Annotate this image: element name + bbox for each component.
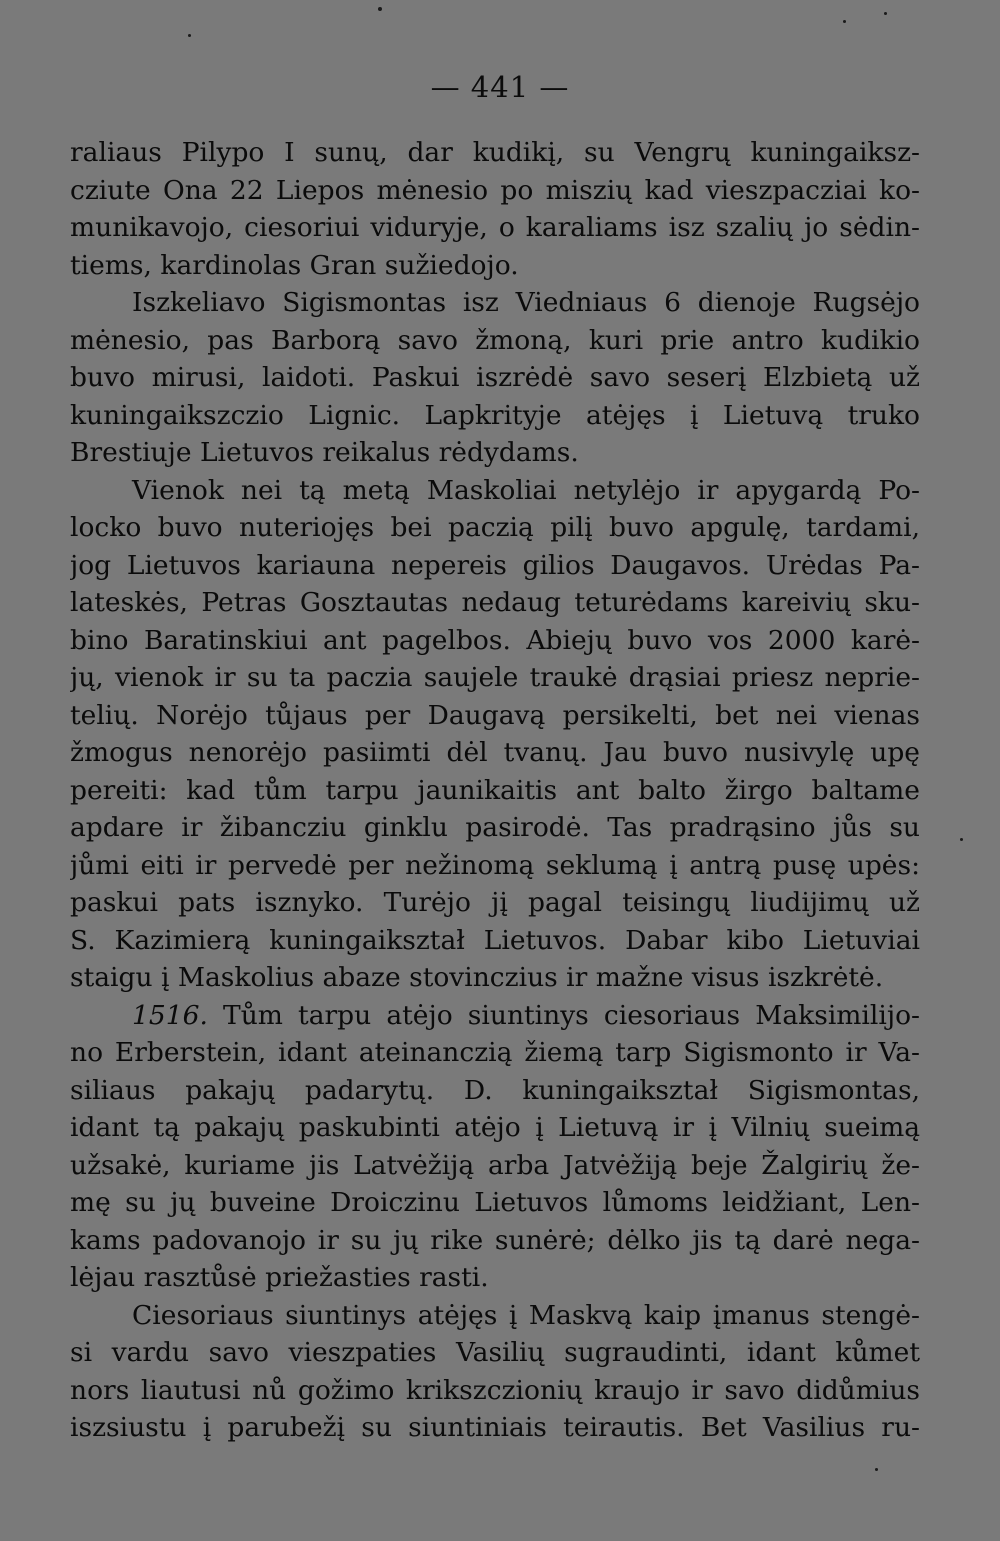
text-line: nors liautusi nů gožimo krikszczionių kraujo ir savo didůmius — [70, 1374, 920, 1406]
text-line: S. Kazimierą kuningaikształ Lietuvos. Dabar kibo Lietuviai — [70, 924, 920, 956]
text-line: paskui pats isznyko. Turėjo jį pagal teisingų liudijimų už — [70, 887, 920, 918]
print-speck — [960, 838, 963, 841]
text-line: bino Baratinskiui ant pagelbos. Abiejų buvo vos 2000 karė- — [70, 624, 920, 656]
text-line: jůmi eiti ir pervedė per nežinomą seklumą į antrą pusę upės: — [70, 849, 920, 881]
print-speck — [884, 12, 887, 15]
text-line: munikavojo, ciesoriui viduryje, o karaliams isz szalių jo sėdin- — [70, 212, 920, 243]
text-line: lateskės, Petras Gosztautas nedaug teturėdams kareivių sku- — [70, 587, 920, 618]
text-line: mę su jų buveine Droiczinu Lietuvos lůmoms leidžiant, Len- — [70, 1187, 920, 1218]
text-line: cziute Ona 22 Liepos mėnesio po miszių kad vieszpacziai ko- — [70, 174, 920, 206]
text-line: žmogus nenorėjo pasiimti dėl tvanų. Jau buvo nusivylę upę — [70, 737, 920, 768]
text-line: locko buvo nuteriojęs bei paczią pilį buvo apgulę, tardami, — [70, 512, 920, 543]
print-speck — [188, 34, 191, 37]
text-line: apdare ir žibancziu ginklu pasirodė. Tas pradrąsino jůs su — [70, 812, 920, 843]
text-line: staigu į Maskolius abaze stovinczius ir mažne visus iszkrėtė. — [70, 962, 884, 993]
print-speck — [843, 20, 846, 23]
text-line: si vardu savo vieszpaties Vasilių sugraudinti, idant kůmet — [70, 1337, 920, 1368]
text-line: Brestiuje Lietuvos reikalus rėdydams. — [70, 437, 579, 468]
text-line: Ciesoriaus siuntinys atėjęs į Maskvą kaip įmanus stengė- — [132, 1299, 920, 1331]
text-line: kuningaikszczio Lignic. Lapkrityje atėjęs į Lietuvą truko — [70, 399, 920, 431]
text-line: siliaus pakajų padarytų. D. kuningaikształ Sigismontas, — [70, 1074, 920, 1106]
text-line: Vienok nei tą metą Maskoliai netylėjo ir apygardą Po- — [132, 474, 920, 506]
text-line: raliaus Pilypo I sunų, dar kudikį, su Vengrų kuningaiksz- — [70, 137, 920, 168]
text-line: kams padovanojo ir su jų rike sunėrė; dėlko jis tą darė nega- — [70, 1224, 920, 1256]
text-line: užsakė, kuriame jis Latvėžiją arba Jatvėžiją beje Žalgirių že- — [70, 1149, 920, 1181]
text-line: lėjau rasztůsė priežasties rasti. — [70, 1262, 489, 1293]
print-speck — [875, 1468, 878, 1471]
text-line: no Erberstein, idant ateinanczią žiemą tarp Sigismonto ir Va- — [70, 1037, 920, 1068]
page-number: — 441 — — [430, 70, 570, 104]
body-text — [70, 134, 920, 1447]
text-line: tiems, kardinolas Gran sužiedojo. — [70, 249, 519, 281]
print-speck — [378, 7, 382, 11]
text-line: iszsiustu į parubežį su siuntiniais teirautis. Bet Vasilius ru- — [70, 1412, 920, 1443]
text-line: pereiti: kad tům tarpu jaunikaitis ant balto žirgo baltame — [70, 774, 920, 806]
text-line: 1516. Tům tarpu atėjo siuntinys ciesoriaus Maksimilijo- — [132, 999, 920, 1031]
text-line: jų, vienok ir su ta paczia saujele traukė drąsiai priesz neprie- — [70, 662, 920, 693]
text-line: idant tą pakajų paskubinti atėjo į Lietuvą ir į Vilnių sueimą — [70, 1112, 920, 1143]
text-line: telių. Norėjo tůjaus per Daugavą persikelti, bet nei vienas — [70, 699, 920, 731]
text-line: mėnesio, pas Barborą savo žmoną, kuri prie antro kudikio — [70, 324, 920, 356]
text-line: Iszkeliavo Sigismontas isz Viedniaus 6 dienoje Rugsėjo — [132, 287, 920, 318]
text-line: jog Lietuvos kariauna nepereis gilios Daugavos. Urėdas Pa- — [70, 549, 920, 581]
year-label: 1516. — [132, 999, 208, 1031]
text-line: buvo mirusi, laidoti. Paskui iszrėdė savo seserį Elzbietą už — [70, 362, 920, 393]
